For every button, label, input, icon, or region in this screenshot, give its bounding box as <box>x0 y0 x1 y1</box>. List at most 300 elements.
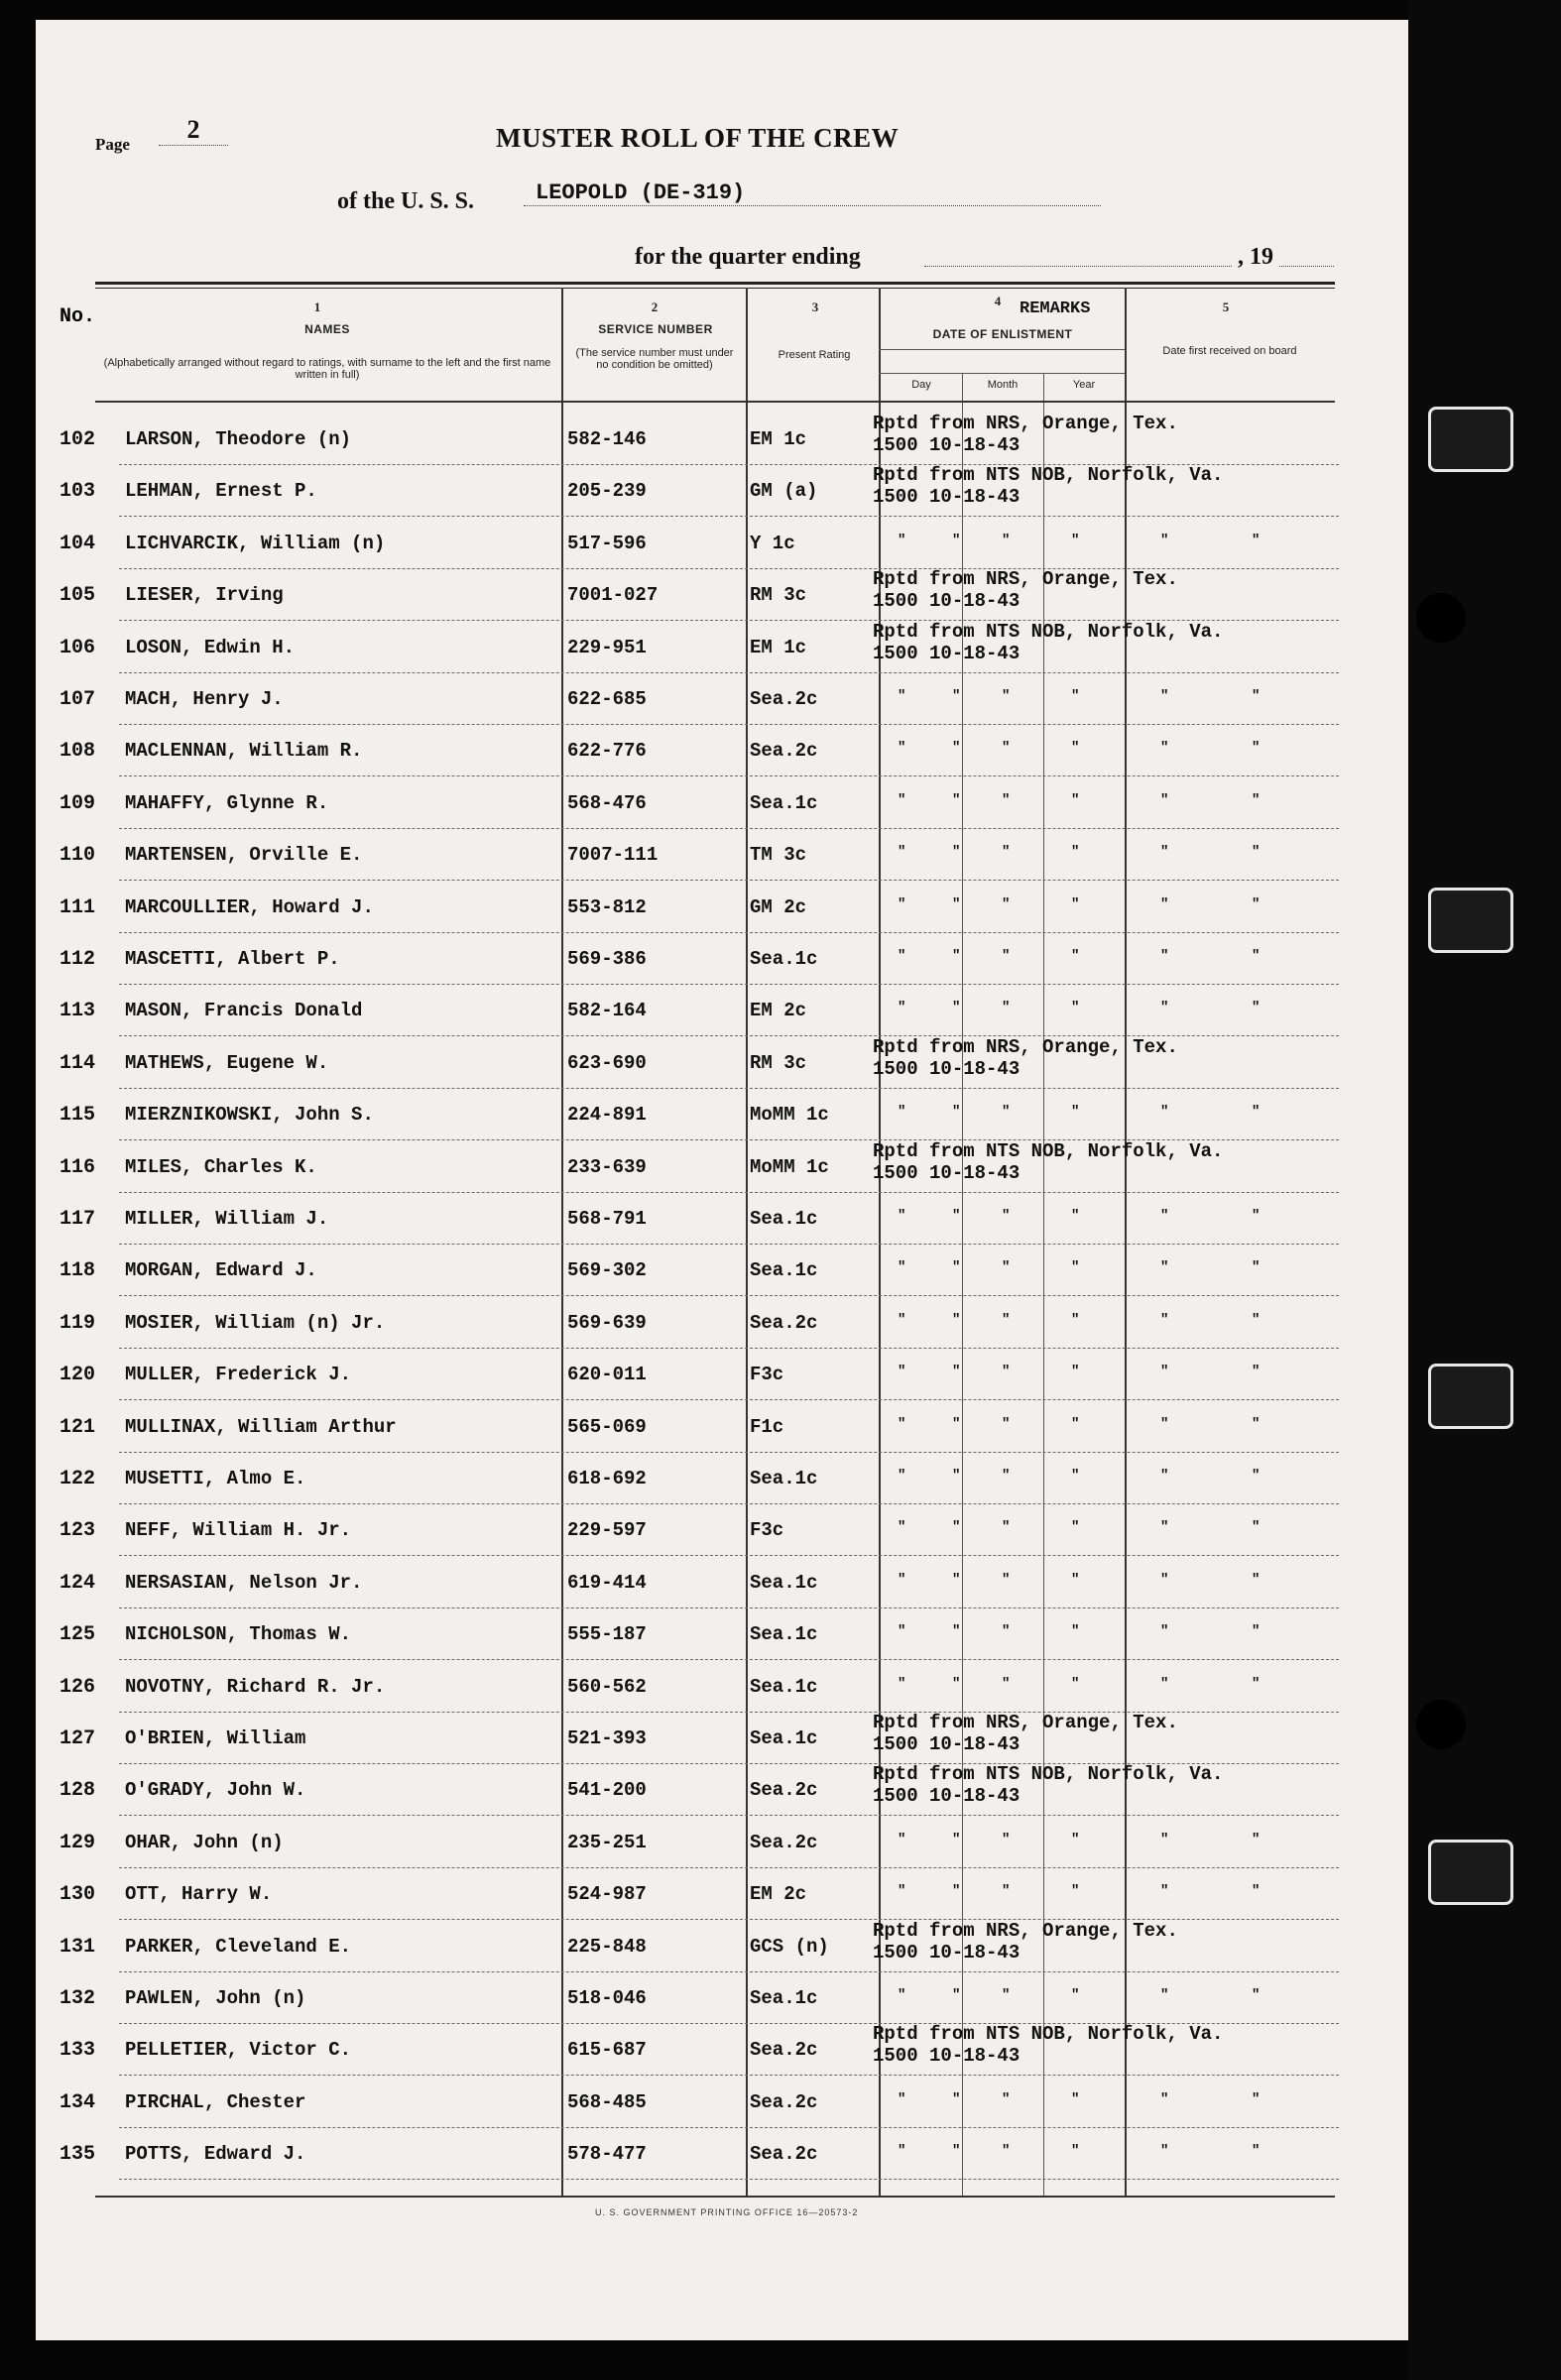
col-names-number: 1 <box>313 299 321 314</box>
service-number: 569-639 <box>567 1311 647 1334</box>
ditto-mark: " <box>1071 895 1080 912</box>
ditto-mark: " <box>1252 688 1261 704</box>
present-rating: Sea.1c <box>750 1675 818 1698</box>
present-rating: TM 3c <box>750 844 807 867</box>
table-row <box>0 2078 1388 2129</box>
present-rating: Sea.2c <box>750 740 818 763</box>
service-number: 618-692 <box>567 1468 647 1489</box>
crew-name: PELLETIER, Victor C. <box>125 2039 352 2062</box>
service-number: 623-690 <box>567 1051 647 1074</box>
present-rating: MoMM 1c <box>750 1104 829 1127</box>
ditto-mark: " <box>1002 532 1011 548</box>
row-divider <box>119 2179 1339 2180</box>
ditto-mark: " <box>898 1468 906 1484</box>
present-rating: Sea.1c <box>750 1727 818 1749</box>
page-title: MUSTER ROLL OF THE CREW <box>496 123 900 153</box>
ditto-mark: " <box>898 948 906 964</box>
header-rule <box>95 288 1335 289</box>
row-divider <box>119 828 1339 829</box>
quarter-blank <box>924 266 1232 267</box>
ditto-mark: " <box>1252 1364 1261 1380</box>
crew-name: MIERZNIKOWSKI, John S. <box>125 1104 374 1127</box>
remarks-line: Rptd from NTS NOB, Norfolk, Va. <box>873 1139 1224 1162</box>
year-blank <box>1279 266 1334 267</box>
ditto-mark: " <box>952 688 961 704</box>
ditto-mark: " <box>898 791 906 808</box>
crew-name: LARSON, Theodore (n) <box>125 428 352 450</box>
row-divider <box>119 1867 1339 1868</box>
col-service-number: 2 <box>651 299 659 314</box>
service-number: 568-791 <box>567 1208 647 1230</box>
crew-number: 129 <box>60 1831 96 1854</box>
present-rating: Sea.1c <box>750 948 818 970</box>
ditto-mark: " <box>1252 844 1261 861</box>
service-number: 615-687 <box>567 2039 647 2062</box>
ditto-mark: " <box>1252 948 1261 964</box>
ditto-mark: " <box>1002 1000 1011 1016</box>
ditto-mark: " <box>898 895 906 912</box>
service-number: 229-597 <box>567 1519 647 1542</box>
crew-name: NEFF, William H. Jr. <box>125 1519 352 1542</box>
ditto-mark: " <box>1252 740 1261 757</box>
ditto-mark: " <box>1071 948 1080 964</box>
service-number: 553-812 <box>567 895 647 918</box>
present-rating: F3c <box>750 1364 784 1386</box>
header-rule <box>95 282 1335 285</box>
present-rating: Sea.2c <box>750 2039 818 2062</box>
present-rating: F3c <box>750 1519 784 1542</box>
ditto-mark: " <box>1160 688 1169 704</box>
ditto-mark: " <box>1002 1364 1011 1380</box>
ditto-mark: " <box>1002 1987 1011 2003</box>
col-service-note: (The service number must under no condition be omitted) <box>575 347 734 371</box>
table-row <box>0 1035 1388 1090</box>
table-row <box>0 1505 1388 1557</box>
row-divider <box>119 984 1339 985</box>
ditto-mark: " <box>898 688 906 704</box>
ditto-mark: " <box>1160 2143 1169 2160</box>
ditto-mark: " <box>1252 1675 1261 1692</box>
ditto-mark: " <box>1071 1415 1080 1432</box>
crew-number: 132 <box>60 1987 96 2010</box>
table-row <box>0 1714 1388 1765</box>
present-rating: GM 2c <box>750 895 807 918</box>
crew-number: 110 <box>60 844 96 868</box>
punch-hole <box>1416 1700 1466 1749</box>
table-bottom-rule <box>95 2196 1335 2198</box>
ditto-mark: " <box>1071 1104 1080 1121</box>
ditto-mark: " <box>1071 688 1080 704</box>
ditto-mark: " <box>952 1675 961 1692</box>
table-row <box>0 1609 1388 1661</box>
col-received-title: Date first received on board <box>1162 345 1297 357</box>
table-row <box>0 1973 1388 2025</box>
page-number: 2 <box>159 115 228 146</box>
crew-name: MARTENSEN, Orville E. <box>125 844 363 867</box>
ditto-mark: " <box>1160 1883 1169 1900</box>
present-rating: Sea.2c <box>750 1311 818 1334</box>
crew-number: 107 <box>60 688 96 711</box>
ditto-mark: " <box>898 1259 906 1276</box>
crew-number: 124 <box>60 1571 96 1595</box>
service-number: 7001-027 <box>567 584 659 607</box>
ditto-mark: " <box>1002 844 1011 861</box>
ditto-mark: " <box>1160 1519 1169 1536</box>
ditto-mark: " <box>1071 1571 1080 1588</box>
remarks-line: Rptd from NRS, Orange, Tex. <box>873 1712 1178 1733</box>
table-row <box>0 1869 1388 1921</box>
ditto-mark: " <box>1071 1468 1080 1484</box>
crew-number: 127 <box>60 1727 96 1750</box>
table-row <box>0 778 1388 830</box>
col-rating-number: 3 <box>811 299 819 314</box>
ditto-mark: " <box>1252 1000 1261 1016</box>
header-subrule <box>879 373 1125 374</box>
table-row <box>0 726 1388 777</box>
crew-name: PARKER, Cleveland E. <box>125 1935 352 1958</box>
crew-number: 121 <box>60 1415 96 1439</box>
row-divider <box>119 775 1339 776</box>
crew-name: LEHMAN, Ernest P. <box>125 480 317 503</box>
ditto-mark: " <box>952 1831 961 1847</box>
ditto-mark: " <box>1071 2090 1080 2107</box>
present-rating: MoMM 1c <box>750 1155 829 1178</box>
ditto-mark: " <box>1071 1987 1080 2003</box>
ditto-mark: " <box>1071 532 1080 548</box>
ditto-mark: " <box>952 532 961 548</box>
ditto-mark: " <box>1071 1883 1080 1900</box>
ditto-mark: " <box>1160 1415 1169 1432</box>
ditto-mark: " <box>1160 1468 1169 1484</box>
ditto-mark: " <box>1071 1259 1080 1276</box>
present-rating: Sea.1c <box>750 1259 818 1282</box>
ditto-mark: " <box>898 1831 906 1847</box>
crew-name: OTT, Harry W. <box>125 1883 273 1906</box>
crew-number: 104 <box>60 532 96 555</box>
remarks-line: 1500 10-18-43 <box>873 642 1021 664</box>
col-names-note: (Alphabetically arranged without regard to ratings, with surname to the left and the first name written in full) <box>103 357 551 381</box>
crew-name: MASCETTI, Albert P. <box>125 948 340 970</box>
ditto-mark: " <box>1071 791 1080 808</box>
crew-name: LIESER, Irving <box>125 584 284 607</box>
ditto-mark: " <box>1002 1623 1011 1640</box>
ditto-mark: " <box>1002 791 1011 808</box>
present-rating: EM 2c <box>750 1883 807 1906</box>
ship-name: LEOPOLD (DE-319) <box>524 180 1101 206</box>
crew-name: MULLINAX, William Arthur <box>125 1415 397 1438</box>
table-row <box>0 1090 1388 1141</box>
service-number: 205-239 <box>567 480 647 503</box>
ditto-mark: " <box>1002 1571 1011 1588</box>
ditto-mark: " <box>1160 1000 1169 1016</box>
ditto-mark: " <box>1160 895 1169 912</box>
row-divider <box>119 1192 1339 1193</box>
ditto-mark: " <box>1071 1519 1080 1536</box>
service-number: 622-776 <box>567 740 647 763</box>
service-number: 622-685 <box>567 688 647 710</box>
ditto-mark: " <box>1252 1415 1261 1432</box>
row-divider <box>119 1659 1339 1660</box>
ditto-mark: " <box>1252 2143 1261 2160</box>
ditto-mark: " <box>1002 895 1011 912</box>
row-divider <box>119 1971 1339 1972</box>
table-row <box>0 466 1388 518</box>
service-number: 620-011 <box>567 1364 647 1386</box>
crew-name: MAHAFFY, Glynne R. <box>125 791 329 814</box>
present-rating: EM 1c <box>750 636 807 658</box>
crew-number: 122 <box>60 1468 96 1490</box>
crew-number: 128 <box>60 1779 96 1803</box>
ditto-mark: " <box>1002 1519 1011 1536</box>
crew-number: 105 <box>60 584 96 608</box>
ditto-mark: " <box>952 740 961 757</box>
ditto-mark: " <box>1160 844 1169 861</box>
ditto-mark: " <box>1252 1208 1261 1224</box>
service-number: 555-187 <box>567 1623 647 1646</box>
ditto-mark: " <box>898 1415 906 1432</box>
crew-name: POTTS, Edward J. <box>125 2143 306 2166</box>
present-rating: EM 2c <box>750 1000 807 1022</box>
crew-number: 118 <box>60 1259 96 1283</box>
present-rating: Sea.1c <box>750 1571 818 1594</box>
row-divider <box>119 932 1339 933</box>
crew-name: MASON, Francis Donald <box>125 1000 363 1022</box>
crew-name: LOSON, Edwin H. <box>125 636 296 658</box>
ditto-mark: " <box>952 1208 961 1224</box>
ditto-mark: " <box>1160 1987 1169 2003</box>
header-bottom-rule <box>95 401 1335 403</box>
table-row <box>0 2129 1388 2181</box>
crew-number: 111 <box>60 895 96 919</box>
row-divider <box>119 1815 1339 1816</box>
service-number: 518-046 <box>567 1987 647 2009</box>
remarks-stamp: REMARKS <box>1020 299 1091 318</box>
crew-number: 131 <box>60 1935 96 1959</box>
crew-number: 113 <box>60 1000 96 1023</box>
ditto-mark: " <box>1252 1311 1261 1328</box>
row-divider <box>119 1555 1339 1556</box>
table-row <box>0 986 1388 1037</box>
table-row <box>0 1350 1388 1401</box>
crew-name: O'GRADY, John W. <box>125 1779 306 1802</box>
table-row <box>0 1662 1388 1714</box>
ditto-mark: " <box>1071 1623 1080 1640</box>
table-row <box>0 1194 1388 1246</box>
ditto-mark: " <box>1252 895 1261 912</box>
crew-number: 119 <box>60 1311 96 1335</box>
ditto-mark: " <box>1160 1675 1169 1692</box>
crew-number: 130 <box>60 1883 96 1907</box>
ditto-mark: " <box>1002 1415 1011 1432</box>
col-received-number: 5 <box>1222 299 1230 314</box>
ditto-mark: " <box>1002 1259 1011 1276</box>
ditto-mark: " <box>1160 740 1169 757</box>
ditto-mark: " <box>898 1000 906 1016</box>
remarks-line: Rptd from NRS, Orange, Tex. <box>873 1035 1178 1058</box>
table-row <box>0 415 1388 466</box>
ditto-mark: " <box>1252 1468 1261 1484</box>
table-row <box>0 1558 1388 1609</box>
binder-tab <box>1428 407 1513 472</box>
remarks-line: Rptd from NRS, Orange, Tex. <box>873 1919 1178 1942</box>
present-rating: F1c <box>750 1415 784 1438</box>
ditto-mark: " <box>1160 1208 1169 1224</box>
ditto-mark: " <box>952 844 961 861</box>
ditto-mark: " <box>1071 1000 1080 1016</box>
present-rating: Sea.2c <box>750 2143 818 2166</box>
service-number: 233-639 <box>567 1155 647 1178</box>
ditto-mark: " <box>1002 2090 1011 2107</box>
col-rating-title: Present Rating <box>778 349 851 361</box>
crew-name: NOVOTNY, Richard R. Jr. <box>125 1675 386 1698</box>
ditto-mark: " <box>1002 2143 1011 2160</box>
col-service-title: SERVICE NUMBER <box>598 322 713 336</box>
crew-name: MACH, Henry J. <box>125 688 284 710</box>
present-rating: GCS (n) <box>750 1935 829 1958</box>
crew-name: MILLER, William J. <box>125 1208 329 1230</box>
ditto-mark: " <box>952 1000 961 1016</box>
remarks-line: Rptd from NTS NOB, Norfolk, Va. <box>873 620 1224 643</box>
row-divider <box>119 724 1339 725</box>
crew-name: NERSASIAN, Nelson Jr. <box>125 1571 363 1594</box>
binder-tab <box>1428 1364 1513 1429</box>
row-divider <box>119 880 1339 881</box>
remarks-line: 1500 10-18-43 <box>873 434 1021 456</box>
header-subrule <box>879 349 1125 350</box>
ditto-mark: " <box>1002 1675 1011 1692</box>
ditto-mark: " <box>1071 1364 1080 1380</box>
present-rating: Sea.2c <box>750 1779 818 1802</box>
present-rating: Sea.1c <box>750 1623 818 1646</box>
ditto-mark: " <box>1160 1311 1169 1328</box>
col-names-title: NAMES <box>304 322 350 336</box>
present-rating: Sea.2c <box>750 1831 818 1853</box>
remarks-line: Rptd from NRS, Orange, Tex. <box>873 568 1178 591</box>
binder-tab <box>1428 1840 1513 1905</box>
ditto-mark: " <box>952 2090 961 2107</box>
service-number: 565-069 <box>567 1415 647 1438</box>
ditto-mark: " <box>1071 1311 1080 1328</box>
punch-hole <box>1416 593 1466 643</box>
ditto-mark: " <box>898 1311 906 1328</box>
ditto-mark: " <box>898 532 906 548</box>
ditto-mark: " <box>1160 2090 1169 2107</box>
ditto-mark: " <box>952 1468 961 1484</box>
service-number: 524-987 <box>567 1883 647 1906</box>
quarter-label: for the quarter ending <box>635 244 861 270</box>
table-row <box>0 1298 1388 1350</box>
ditto-mark: " <box>898 844 906 861</box>
remarks-line: 1500 10-18-43 <box>873 1733 1021 1755</box>
row-divider <box>119 1088 1339 1089</box>
table-row <box>0 830 1388 882</box>
crew-name: PAWLEN, John (n) <box>125 1987 306 2009</box>
ditto-mark: " <box>1252 532 1261 548</box>
present-rating: GM (a) <box>750 480 818 503</box>
crew-number: 115 <box>60 1104 96 1128</box>
service-number: 7007-111 <box>567 844 659 867</box>
ditto-mark: " <box>898 1364 906 1380</box>
ditto-mark: " <box>1252 1883 1261 1900</box>
row-divider <box>119 516 1339 517</box>
table-row <box>0 1402 1388 1454</box>
table-row <box>0 1139 1388 1194</box>
row-divider <box>119 672 1339 673</box>
ditto-mark: " <box>1071 844 1080 861</box>
ditto-mark: " <box>1160 1831 1169 1847</box>
row-divider <box>119 1244 1339 1245</box>
table-row <box>0 674 1388 726</box>
table-row <box>0 1454 1388 1505</box>
binder-edge <box>1408 0 1561 2380</box>
service-number: 619-414 <box>567 1571 647 1594</box>
ditto-mark: " <box>952 1104 961 1121</box>
ditto-mark: " <box>952 895 961 912</box>
remarks-line: 1500 10-18-43 <box>873 1785 1021 1808</box>
row-divider <box>119 1452 1339 1453</box>
remarks-line: 1500 10-18-43 <box>873 590 1021 613</box>
crew-name: MOSIER, William (n) Jr. <box>125 1311 386 1334</box>
service-number: 569-386 <box>567 948 647 970</box>
ditto-mark: " <box>898 1208 906 1224</box>
ditto-mark: " <box>898 2090 906 2107</box>
crew-name: MILES, Charles K. <box>125 1155 317 1178</box>
present-rating: Sea.2c <box>750 688 818 710</box>
crew-number: 134 <box>60 2090 96 2114</box>
ditto-mark: " <box>1160 532 1169 548</box>
row-divider <box>119 2127 1339 2128</box>
crew-number: 106 <box>60 636 96 659</box>
ditto-mark: " <box>1160 1364 1169 1380</box>
ditto-mark: " <box>1252 791 1261 808</box>
ditto-mark: " <box>898 1675 906 1692</box>
crew-number: 133 <box>60 2039 96 2063</box>
crew-number: 125 <box>60 1623 96 1647</box>
row-divider <box>119 2075 1339 2076</box>
ditto-mark: " <box>1160 1259 1169 1276</box>
service-number: 582-146 <box>567 428 647 450</box>
remarks-line: 1500 10-18-43 <box>873 1941 1021 1964</box>
crew-number: 135 <box>60 2143 96 2167</box>
remarks-line: 1500 10-18-43 <box>873 1161 1021 1184</box>
year-label: , 19 <box>1238 244 1273 270</box>
ditto-mark: " <box>1071 2143 1080 2160</box>
col-no-header: No. <box>60 305 96 328</box>
crew-name: NICHOLSON, Thomas W. <box>125 1623 352 1646</box>
ditto-mark: " <box>1002 740 1011 757</box>
ditto-mark: " <box>1002 1311 1011 1328</box>
row-divider <box>119 1503 1339 1504</box>
ship-label: of the U. S. S. <box>337 188 475 214</box>
col-year: Year <box>1072 379 1096 391</box>
ditto-mark: " <box>1002 1468 1011 1484</box>
crew-number: 116 <box>60 1155 96 1179</box>
col-day: Day <box>911 379 931 391</box>
ditto-mark: " <box>952 1364 961 1380</box>
crew-name: PIRCHAL, Chester <box>125 2090 306 2113</box>
service-number: 517-596 <box>567 532 647 554</box>
ditto-mark: " <box>1252 1104 1261 1121</box>
page-label: Page <box>95 135 130 154</box>
ditto-mark: " <box>1071 740 1080 757</box>
service-number: 541-200 <box>567 1779 647 1802</box>
remarks-line: Rptd from NTS NOB, Norfolk, Va. <box>873 2023 1224 2046</box>
binder-tab <box>1428 888 1513 953</box>
crew-number: 123 <box>60 1519 96 1543</box>
crew-name: MARCOULLIER, Howard J. <box>125 895 374 918</box>
row-divider <box>119 1399 1339 1400</box>
ditto-mark: " <box>898 1571 906 1588</box>
